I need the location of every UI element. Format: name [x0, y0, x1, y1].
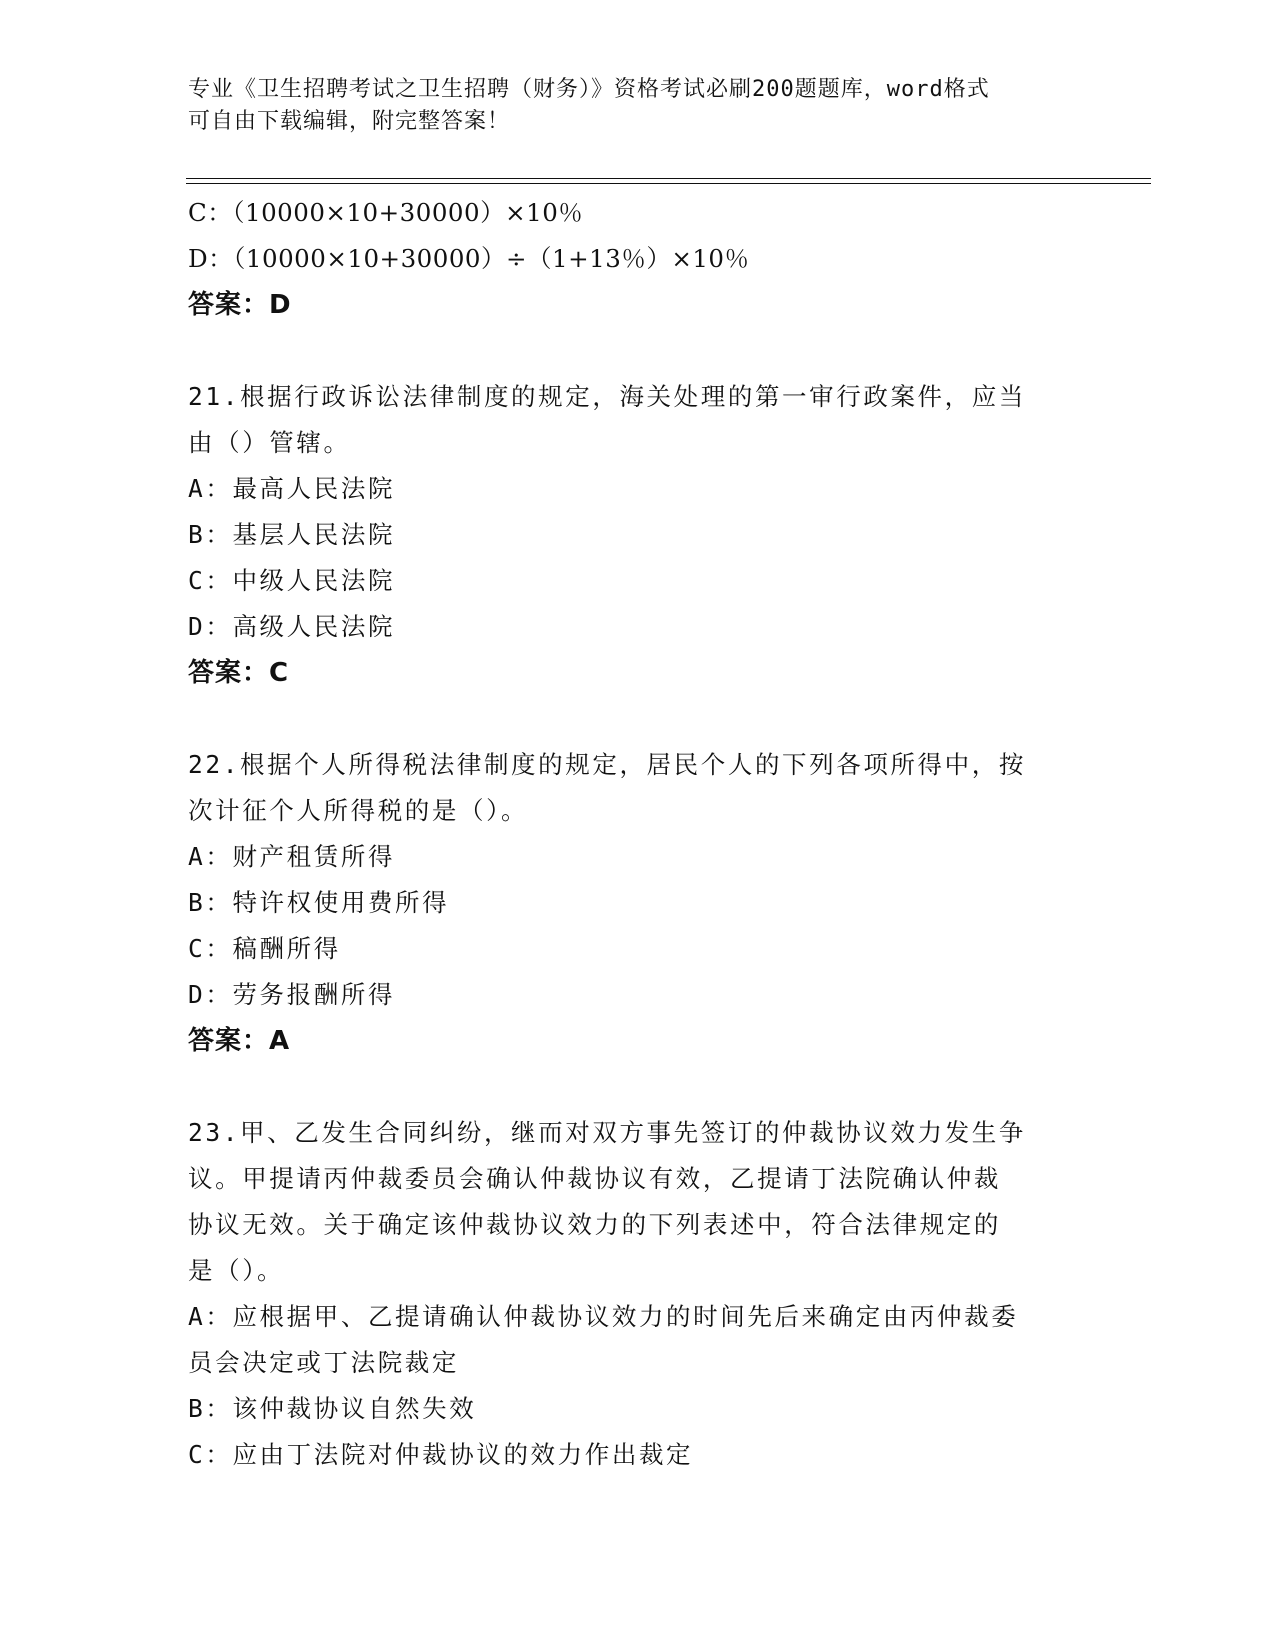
header-rule-top — [186, 178, 1151, 179]
question-23 — [188, 1110, 1078, 1478]
header-rule-bottom — [186, 183, 1151, 184]
answer: 答案：D — [188, 290, 292, 320]
header-line-1: 专业《卫生招聘考试之卫生招聘（财务）》资格考试必刷200题题库，word格式 — [188, 77, 990, 102]
option-a: A：应根据甲、乙提请确认仲裁协议效力的时间先后来确定由丙仲裁委 — [188, 1302, 1019, 1331]
option-d: D：（10000×10+30000）÷（1+13％）×10％ — [188, 244, 750, 273]
option-d: D：高级人民法院 — [188, 612, 396, 641]
option-b: B：该仲裁协议自然失效 — [188, 1394, 477, 1423]
question-stem: 由（）管辖。 — [188, 428, 351, 457]
spacer — [188, 1064, 1078, 1110]
question-stem: 22.根据个人所得税法律制度的规定，居民个人的下列各项所得中，按 — [188, 750, 1026, 779]
option-a: A：财产租赁所得 — [188, 842, 396, 871]
document-header — [188, 74, 1068, 138]
question-stem: 21.根据行政诉讼法律制度的规定，海关处理的第一审行政案件，应当 — [188, 382, 1026, 411]
question-22 — [188, 742, 1078, 1064]
question-content — [188, 190, 1078, 1478]
answer: 答案：A — [188, 1026, 291, 1056]
option-c: C：（10000×10+30000）×10％ — [188, 198, 584, 227]
option-d: D：劳务报酬所得 — [188, 980, 396, 1009]
option-a-continued: 员会决定或丁法院裁定 — [188, 1348, 459, 1377]
option-b: B：特许权使用费所得 — [188, 888, 450, 917]
question-stem: 23.甲、乙发生合同纠纷，继而对双方事先签订的仲裁协议效力发生争 — [188, 1118, 1026, 1147]
question-stem: 议。甲提请丙仲裁委员会确认仲裁协议有效，乙提请丁法院确认仲裁 — [188, 1164, 1001, 1193]
spacer — [188, 328, 1078, 374]
answer: 答案：C — [188, 658, 290, 688]
option-c: C：应由丁法院对仲裁协议的效力作出裁定 — [188, 1440, 694, 1469]
option-c: C：中级人民法院 — [188, 566, 396, 595]
question-21 — [188, 374, 1078, 696]
question-stem: 次计征个人所得税的是（）。 — [188, 796, 529, 825]
option-b: B：基层人民法院 — [188, 520, 396, 549]
question-stem: 协议无效。关于确定该仲裁协议效力的下列表述中，符合法律规定的 — [188, 1210, 1001, 1239]
option-a: A：最高人民法院 — [188, 474, 396, 503]
option-c: C：稿酬所得 — [188, 934, 341, 963]
spacer — [188, 696, 1078, 742]
previous-question — [188, 190, 1078, 328]
question-stem: 是（）。 — [188, 1256, 285, 1285]
header-line-2: 可自由下载编辑，附完整答案！ — [188, 109, 511, 134]
